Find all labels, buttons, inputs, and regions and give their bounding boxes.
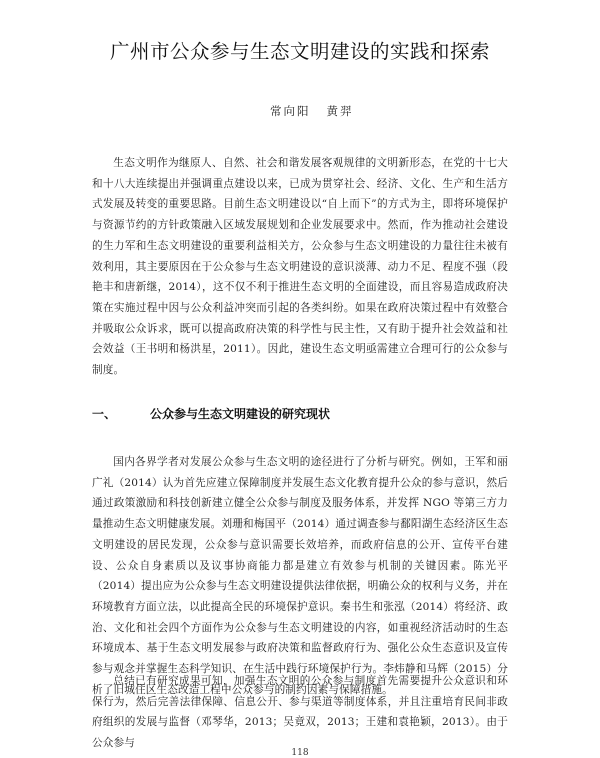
paragraph-text: 总结已有研究成果可知，加强生态文明的公众参与制度首先需要提升公众意识和环保行为，然后完善法律保障、信息公开、参与渠道等制度体系，并且注重培育民间非政府组织的发展与监督（邓琴华，2013；吴竟双，2013；王建和袁艳颖，2013）。由于公众参与 — [92, 675, 508, 750]
body-paragraph — [92, 671, 508, 754]
page-number: 118 — [291, 748, 309, 758]
author-name: 黄羿 — [326, 104, 354, 118]
author-name: 常向阳 — [270, 104, 311, 118]
paragraph-text: 生态文明作为继原人、自然、社会和谐发展客观规律的文明新形态，在党的十七大和十八大连续提出并强调重点建设以来，已成为贯穿社会、经济、文化、生产和生活方式发展及转变的重要思路。目前生态文明建设以“自上而下”的方式为主，即将环境保护与资源节约的方针政策融入区域发展规划和企业发展要求中。然而，作为推动社会建设的生力军和生态文明建设的重要利益相关方，公众参与生态文明建设的力量往往未被有效利用，其主要原因在于公众参与生态文明建设的意识淡薄、动力不足、程度不强（段艳丰和唐新继，2014），这不仅不利于推进生态文明的全面建设，而且容易造成政府决策在实施过程中因与公众利益冲突而引起的各类纠纷。如果在政府决策过程中有效整合并吸取公众诉求，既可以提高政府决策的科学性与民主性，又有助于提升社会效益和社会效益（王书明和杨洪星，2011）。因此，建设生态文明亟需建立合理可行的公众参与制度。 — [92, 157, 508, 377]
paper-title: 广州市公众参与生态文明建设的实践和探索 — [109, 40, 490, 63]
section-heading — [92, 405, 330, 422]
intro-paragraph — [92, 153, 508, 381]
body-paragraph — [92, 452, 508, 700]
section-title: 公众参与生态文明建设的研究现状 — [150, 407, 331, 421]
authors — [270, 103, 354, 119]
section-number: 一、 — [92, 407, 117, 421]
paragraph-text: 国内各界学者对发展公众参与生态文明的途径进行了分析与研究。例如，王军和丽广礼（2014）认为首先应建立保障制度并发展生态文化教育提升公众的参与意识，然后通过政策激励和科技创新建立健全公众参与制度及服务体系，并发挥 NGO 等第三方力量推动生态文明健康发展。刘珊和梅国平（2014）通过调查参与鄱阳湖生态经济区生态文明建设的居民发现，公众参与意识需要长效培养，而政府信息的公开、宣传平台建设、公众自身素质以及议事协商能力都是建立有效参与机制的关键因素。陈光平（2014）提出应为公众参与生态文明建设提供法律依据，明确公众的权利与义务，并在环境教育方面立法，以此提高全民的环境保护意识。秦书生和张泓（2014）将经济、政治、文化和社会四个方面作为公众参与生态文明建设的内容，如重视经济活动时的生态环境成本、基于生态文明发展参与政府决策和监督政府行为、强化公众生态意识及宣传参与观念并掌握生态科学知识、在生活中践行环境保护行为。李炜静和马辉（2015）分析了旧城住区生态改造工程中公众参与的制约因素与保障措施。 — [92, 456, 508, 696]
